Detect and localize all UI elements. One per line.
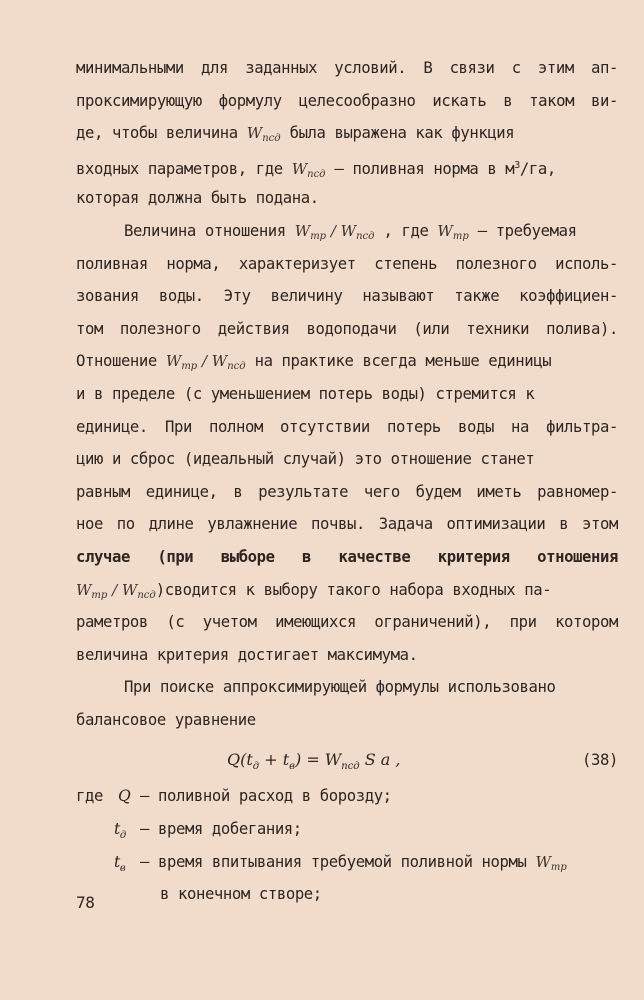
handwritten-symbol: $W_{псд}$ bbox=[246, 124, 281, 145]
paragraph-2 bbox=[76, 215, 618, 671]
handwritten-symbol: $W_{тр}$ bbox=[535, 852, 567, 873]
text-line: поливная норма, характеризует степень полезного исполь- bbox=[76, 254, 618, 273]
handwritten-ratio: $W_{тр} / W_{псд}$ bbox=[294, 221, 375, 242]
text-line: раметров (с учетом имеющихся ограничений), при котором bbox=[76, 613, 618, 632]
page-number: 78 bbox=[76, 893, 95, 912]
balance-equation: $Q(t_д + t_в) = W_{псд}$ S a , bbox=[227, 750, 401, 773]
definition-td bbox=[76, 813, 618, 846]
text-line: которая должна быть подана. bbox=[76, 189, 319, 208]
text-line: При поиске аппроксимирующей формулы использовано bbox=[124, 678, 556, 697]
text-fragment: , где bbox=[374, 221, 438, 240]
text-line bbox=[76, 345, 618, 378]
symbol-td: $t_д$ bbox=[114, 820, 126, 842]
text-fragment: )сводится к выбору такого набора входных па- bbox=[155, 580, 552, 599]
text-line: и в пределе (с уменьшением потерь воды) стремится к bbox=[76, 384, 535, 403]
definition-q bbox=[76, 780, 618, 813]
text-line: величина критерия достигает максимума. bbox=[76, 645, 418, 664]
text-line: том полезного действия водоподачи (или техники полива). bbox=[76, 319, 618, 338]
definition-text: – время добегания; bbox=[140, 820, 302, 839]
text-line: случае (при выборе в качестве критерия отношения bbox=[76, 547, 618, 566]
text-line: зования воды. Эту величину называют также коэффициен- bbox=[76, 287, 618, 306]
definition-tv bbox=[76, 846, 618, 879]
text-line: минимальными для заданных условий. В связи с этим ап- bbox=[76, 59, 618, 77]
definition-text: – поливной расход в борозду; bbox=[140, 787, 392, 806]
definition-text: – время впитывания требуемой поливной нормы $W_{тр}$ bbox=[140, 852, 567, 873]
text-fragment: Величина отношения bbox=[124, 221, 295, 240]
text-fragment: /га, bbox=[519, 159, 556, 178]
text-line: цию и сброс (идеальный случай) это отношение станет bbox=[76, 450, 535, 469]
handwritten-ratio: $W_{тр} / W_{псд}$ bbox=[165, 352, 246, 373]
text-line bbox=[76, 574, 618, 607]
text-line: балансовое уравнение bbox=[76, 710, 256, 729]
text-fragment: входных параметров, где bbox=[76, 159, 292, 178]
paragraph-1 bbox=[76, 52, 618, 215]
definitions-list bbox=[76, 780, 618, 910]
text-fragment: была выражена как функция bbox=[280, 124, 515, 143]
text-line bbox=[76, 117, 618, 150]
equation-38 bbox=[76, 740, 618, 780]
text-line: равным единице, в результате чего будем иметь равномер- bbox=[76, 482, 618, 501]
definition-continuation: в конечном створе; bbox=[160, 885, 322, 904]
superscript: 3 bbox=[514, 159, 520, 171]
handwritten-symbol: $W_{псд}$ bbox=[291, 159, 326, 180]
text-fragment: – требуемая bbox=[468, 221, 577, 240]
text-line bbox=[76, 150, 618, 183]
symbol-q: Q bbox=[118, 787, 131, 806]
text-line bbox=[76, 215, 618, 248]
paragraph-3 bbox=[76, 671, 618, 736]
handwritten-symbol: $W_{тр}$ bbox=[437, 221, 469, 242]
text-line: проксимирующую формулу целесообразно искать в таком ви- bbox=[76, 91, 618, 110]
definition-lead: где bbox=[76, 787, 103, 806]
text-line: единице. При полном отсутствии потерь воды на фильтра- bbox=[76, 417, 618, 436]
text-fragment: де, чтобы величина bbox=[76, 124, 247, 143]
text-fragment: Отношение bbox=[76, 352, 166, 371]
text-fragment: на практике всегда меньше единицы bbox=[245, 352, 552, 371]
text-line: ное по длине увлажнение почвы. Задача оптимизации в этом bbox=[76, 515, 618, 534]
text-fragment: – поливная норма в м bbox=[325, 159, 515, 178]
symbol-tv: $t_в$ bbox=[114, 852, 126, 874]
equation-number: (38) bbox=[582, 751, 618, 770]
handwritten-ratio: $W_{тр} / W_{псд}$ bbox=[76, 580, 156, 601]
